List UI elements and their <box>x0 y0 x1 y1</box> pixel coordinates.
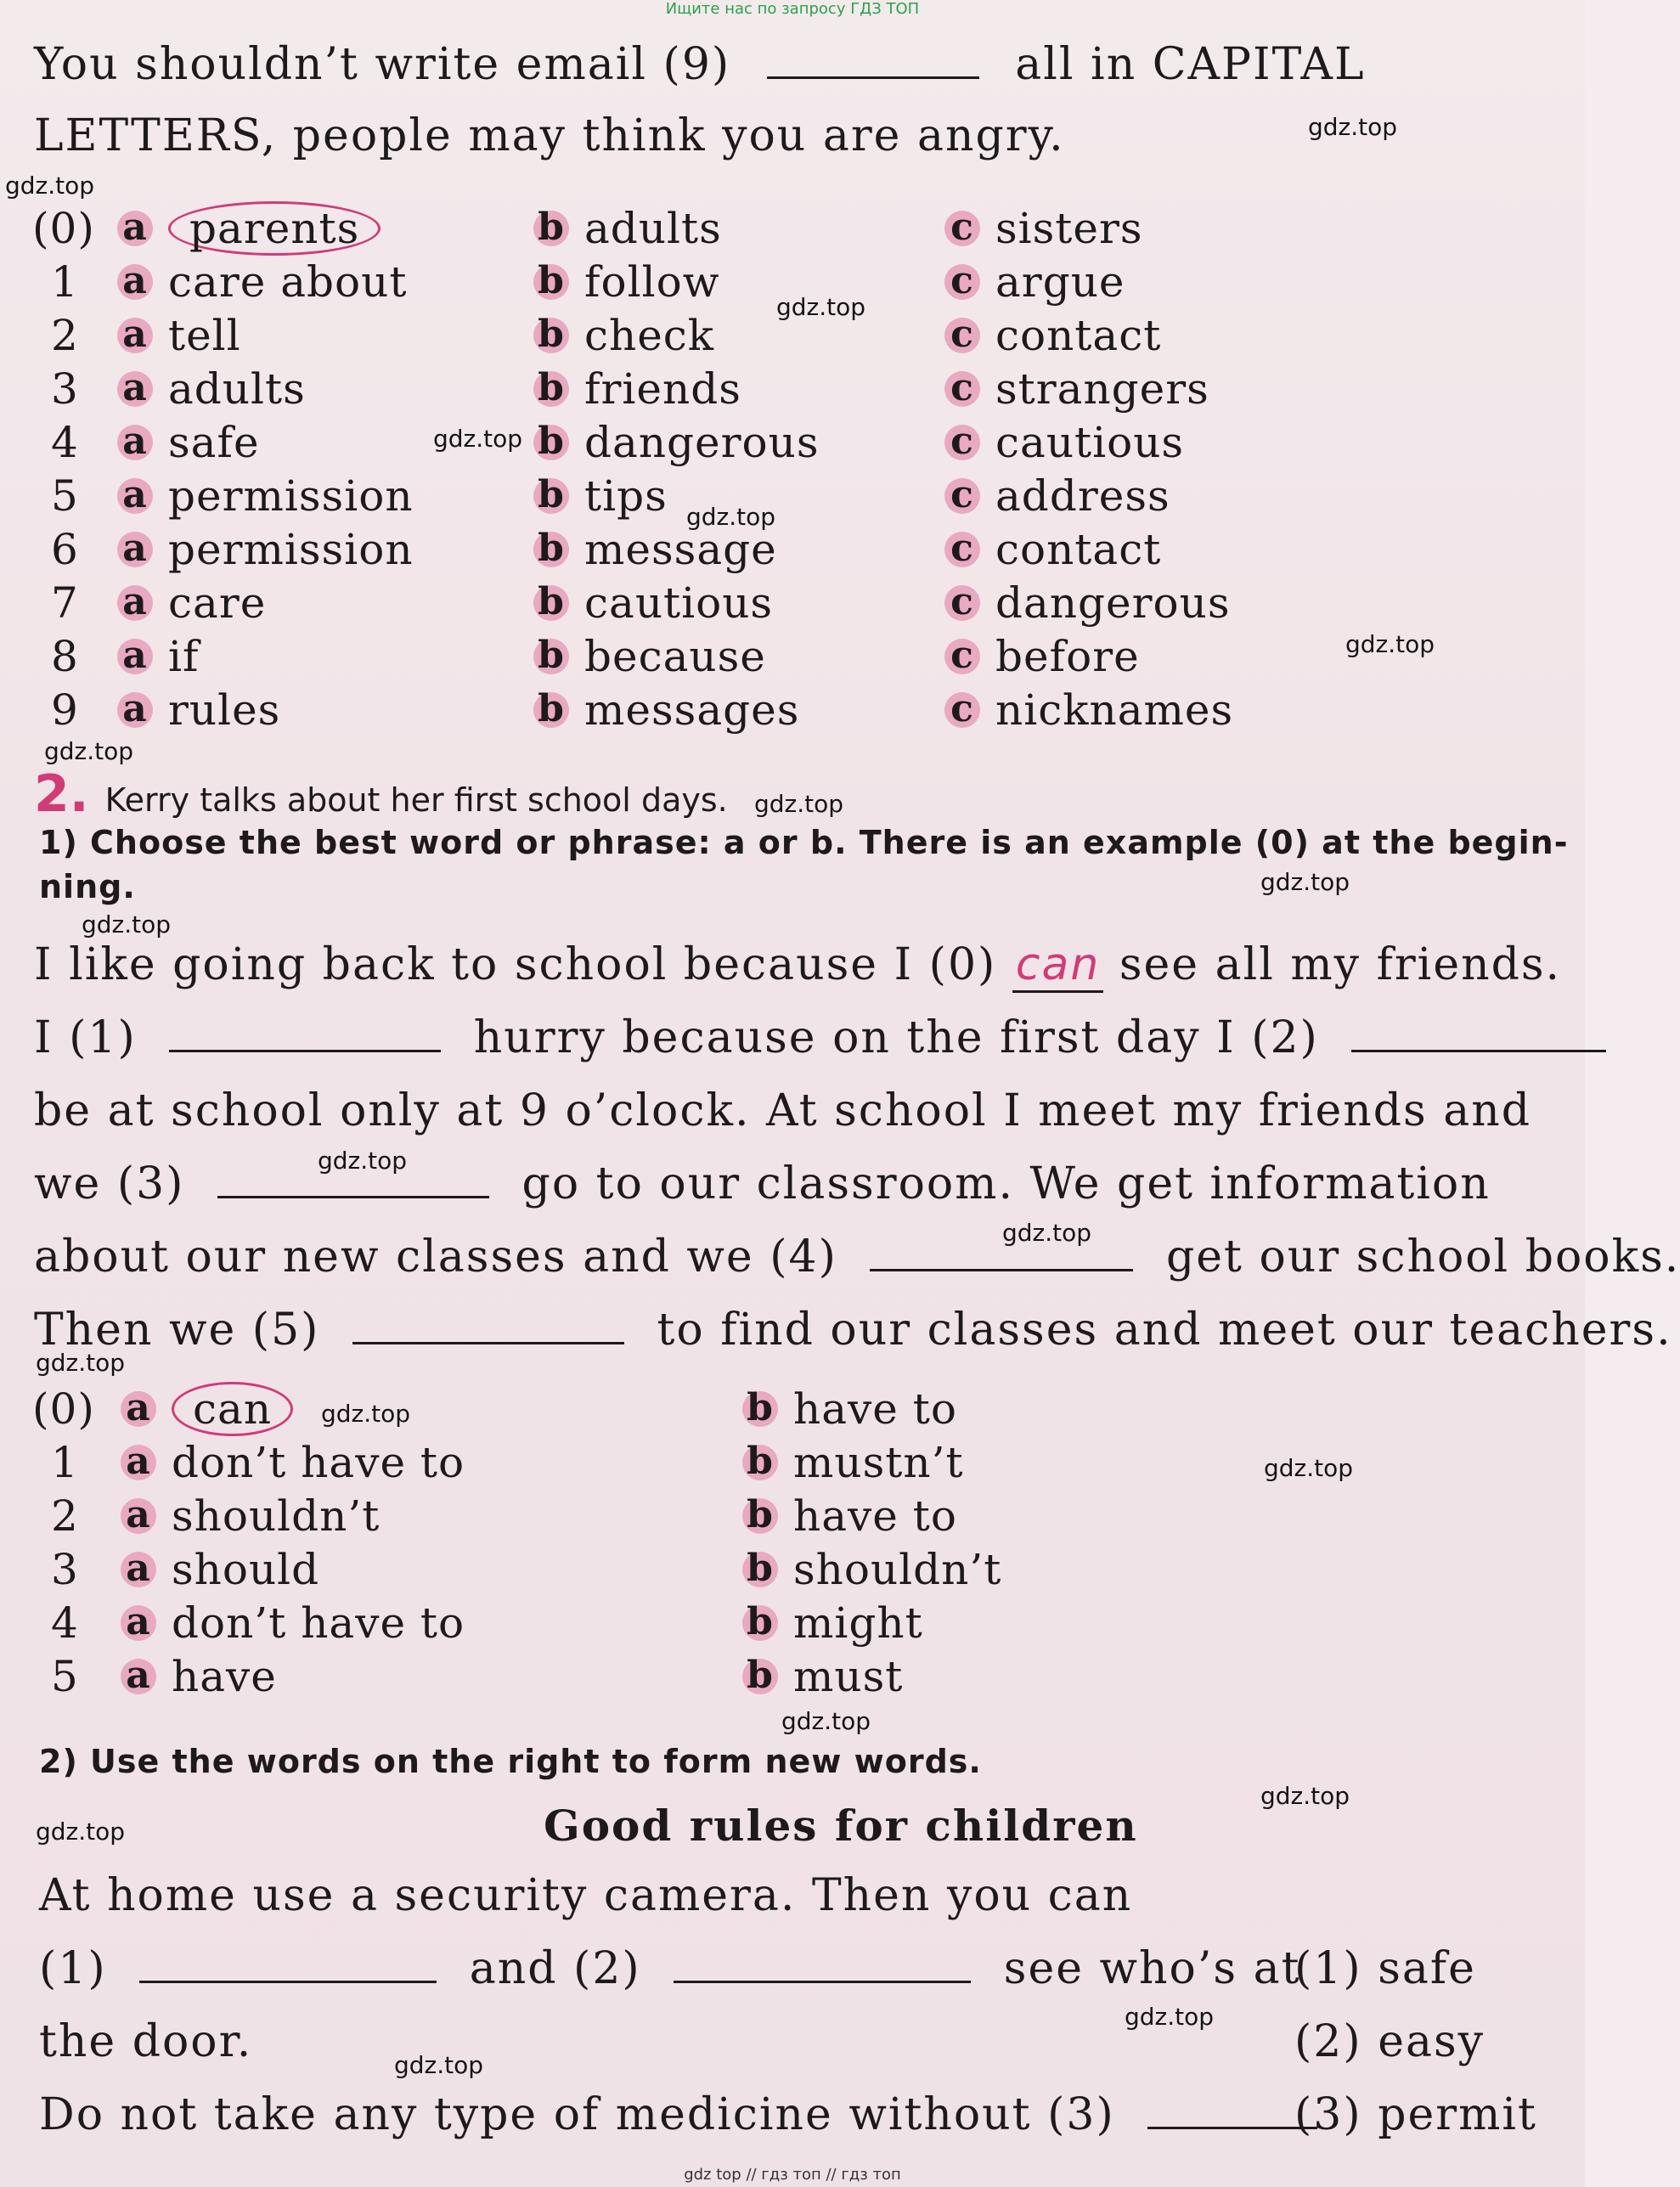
option-text: permission <box>168 525 414 574</box>
option-text: address <box>995 471 1170 521</box>
wf-line-2-mid: and (2) <box>469 1943 641 1994</box>
watermark: gdz.top <box>36 1349 126 1377</box>
option-text: parents <box>168 201 381 256</box>
option-1-c[interactable] <box>944 257 1125 307</box>
watermark: gdz.top <box>686 503 776 531</box>
option-letter: a <box>121 1659 156 1694</box>
option-letter: b <box>742 1498 778 1534</box>
option-1-a[interactable] <box>117 257 407 307</box>
option2-1-a[interactable] <box>121 1438 465 1487</box>
watermark: gdz.top <box>776 293 866 321</box>
option-text: care about <box>168 257 408 307</box>
option-letter: a <box>117 639 153 674</box>
passage-line-5 <box>34 1232 1680 1282</box>
text-line-1-end: all in CAPITAL <box>1015 39 1366 90</box>
passage-line-4-end: go to our classroom. We get information <box>521 1158 1491 1209</box>
item-number: 6 <box>51 525 79 574</box>
section-number: 2. <box>34 764 89 824</box>
watermark: gdz.top <box>1308 113 1398 141</box>
passage-line-1 <box>34 939 1561 993</box>
option2-3-a[interactable] <box>121 1545 319 1594</box>
wf-blank-2[interactable] <box>674 1947 971 1983</box>
item-number: 3 <box>51 364 79 414</box>
option-letter: a <box>117 692 153 728</box>
watermark: gdz.top <box>433 425 523 453</box>
option-9-b[interactable] <box>533 685 799 735</box>
option-letter: a <box>117 211 153 246</box>
option-(0)-c[interactable] <box>944 204 1143 253</box>
option-8-b[interactable] <box>533 632 766 681</box>
option-text: care <box>168 578 267 628</box>
option-letter: b <box>533 371 569 407</box>
option2-4-b[interactable] <box>742 1598 923 1648</box>
passage-line-6-end: to find our classes and meet our teachers. <box>657 1305 1672 1356</box>
option-text: cautious <box>995 418 1185 467</box>
option-9-c[interactable] <box>944 685 1233 735</box>
option-letter: a <box>121 1498 156 1534</box>
passage-line-6 <box>34 1305 1672 1356</box>
option-6-c[interactable] <box>944 525 1161 574</box>
option2-2-b[interactable] <box>742 1491 957 1541</box>
option-letter: a <box>117 478 153 514</box>
instruction-1-line-2: ning. <box>39 868 136 905</box>
option-4-a[interactable] <box>117 418 260 467</box>
header-note: Ищите нас по запросу ГДЗ ТОП <box>665 0 920 18</box>
option-letter: a <box>117 425 153 460</box>
option2-5-b[interactable] <box>742 1652 903 1701</box>
option-text: have to <box>793 1491 957 1541</box>
option-8-c[interactable] <box>944 632 1140 681</box>
option-text: contact <box>995 525 1162 574</box>
option-text: mustn’t <box>793 1438 964 1487</box>
wf-line-3: the door. <box>39 2016 253 2067</box>
option-text: have to <box>793 1384 957 1434</box>
item-number: (0) <box>32 204 95 253</box>
watermark: gdz.top <box>1260 1782 1350 1810</box>
option-text: adults <box>584 204 722 253</box>
option-letter: b <box>742 1391 778 1427</box>
option-text: must <box>793 1652 904 1701</box>
passage-line-4-start: we (3) <box>34 1158 185 1209</box>
option-text: tips <box>584 471 668 521</box>
passage-line-2 <box>34 1012 1606 1063</box>
option-text: follow <box>584 257 720 307</box>
section-title: Kerry talks about her first school days. <box>104 781 728 819</box>
instruction-1-line-1: 1) Choose the best word or phrase: a or b. There is an example (0) at the begin- <box>39 824 1569 861</box>
item-number: 2 <box>51 311 79 360</box>
item-number: 3 <box>51 1545 79 1594</box>
wf-cue-1: (1) safe <box>1294 1943 1476 1994</box>
option-text: cautious <box>584 578 774 628</box>
answer-blank-9[interactable] <box>767 42 979 79</box>
watermark: gdz.top <box>318 1147 408 1175</box>
option-letter: a <box>117 371 153 407</box>
wf-cue-2: (2) easy <box>1294 2016 1486 2067</box>
option-text: if <box>168 632 200 681</box>
answer-blank-1[interactable] <box>169 1016 441 1052</box>
option-letter: b <box>533 532 569 567</box>
option-5-a[interactable] <box>117 471 414 521</box>
option-8-a[interactable] <box>117 632 200 681</box>
option-(0)-a[interactable] <box>117 204 381 253</box>
passage-line-3: be at school only at 9 o’clock. At school I meet my friends and <box>34 1085 1532 1136</box>
passage-line-5-end: get our school books. <box>1165 1232 1680 1282</box>
option-2-b[interactable] <box>533 311 714 360</box>
watermark: gdz.top <box>394 2051 484 2079</box>
text-line-1 <box>34 39 1366 90</box>
option2-3-b[interactable] <box>742 1545 1001 1594</box>
option-letter: b <box>533 478 569 514</box>
wf-blank-1[interactable] <box>139 1947 437 1983</box>
item-number: 4 <box>51 418 79 467</box>
item-number: 4 <box>51 1598 79 1648</box>
option-text: dangerous <box>584 418 820 467</box>
option2-1-b[interactable] <box>742 1438 964 1487</box>
option-text: friends <box>584 364 741 414</box>
text-line-1-start: You shouldn’t write email (9) <box>34 39 731 90</box>
wf-line-2 <box>39 1943 1300 1994</box>
item-number: (0) <box>32 1384 95 1434</box>
watermark: gdz.top <box>82 910 172 938</box>
watermark: gdz.top <box>1260 868 1350 896</box>
option-letter: a <box>121 1391 156 1427</box>
option-letter: c <box>944 478 980 514</box>
option-(0)-b[interactable] <box>533 204 722 253</box>
watermark: gdz.top <box>1002 1219 1092 1247</box>
wf-line-1: At home use a security camera. Then you can <box>39 1870 1133 1921</box>
item-number: 2 <box>51 1491 79 1541</box>
option-letter: b <box>742 1659 778 1694</box>
passage-line-5-start: about our new classes and we (4) <box>34 1232 837 1282</box>
option-2-a[interactable] <box>117 311 241 360</box>
option-letter: b <box>742 1605 778 1641</box>
option-3-a[interactable] <box>117 364 306 414</box>
option-text: might <box>793 1598 923 1648</box>
item-number: 8 <box>51 632 79 681</box>
option-text: because <box>584 632 766 681</box>
instruction-2: 2) Use the words on the right to form new words. <box>39 1743 982 1780</box>
option-2-c[interactable] <box>944 311 1161 360</box>
option2-2-a[interactable] <box>121 1491 380 1541</box>
passage-line-4 <box>34 1158 1491 1209</box>
wf-line-2-end: see who’s at <box>1003 1943 1301 1994</box>
option-letter: b <box>533 692 569 728</box>
option-letter: b <box>533 211 569 246</box>
watermark: gdz.top <box>781 1707 871 1735</box>
option-7-a[interactable] <box>117 578 266 628</box>
item-number: 5 <box>51 471 79 521</box>
watermark: gdz.top <box>1345 630 1435 658</box>
passage-line-2-start: I (1) <box>34 1012 137 1063</box>
watermark: gdz.top <box>754 790 844 818</box>
option-text: shouldn’t <box>793 1545 1002 1594</box>
option-4-c[interactable] <box>944 418 1184 467</box>
option-text: dangerous <box>995 578 1231 628</box>
wf-line-4 <box>39 2089 1317 2140</box>
option-letter: a <box>117 318 153 353</box>
option-letter: c <box>944 639 980 674</box>
option-7-b[interactable] <box>533 578 773 628</box>
option-letter: b <box>533 639 569 674</box>
option2-4-a[interactable] <box>121 1598 465 1648</box>
option-letter: a <box>121 1552 156 1587</box>
option-letter: c <box>944 425 980 460</box>
wf-cue-3: (3) permit <box>1294 2089 1537 2140</box>
option-text: before <box>995 632 1140 681</box>
option-text: safe <box>168 418 260 467</box>
option-letter: c <box>944 532 980 567</box>
item-number: 1 <box>51 257 79 307</box>
option-5-c[interactable] <box>944 471 1170 521</box>
option-letter: c <box>944 692 980 728</box>
option-3-b[interactable] <box>533 364 741 414</box>
option-text: permission <box>168 471 414 521</box>
option-6-a[interactable] <box>117 525 414 574</box>
watermark: gdz.top <box>321 1400 411 1428</box>
passage-line-6-start: Then we (5) <box>34 1305 320 1356</box>
option-text: should <box>172 1545 320 1594</box>
passage-line-1-end: see all my friends. <box>1119 939 1562 990</box>
option-text: messages <box>584 685 800 735</box>
option2-(0)-a[interactable] <box>121 1384 293 1434</box>
option2-5-a[interactable] <box>121 1652 277 1701</box>
wf-blank-3[interactable] <box>1147 2093 1317 2129</box>
answer-blank-5[interactable] <box>352 1308 624 1344</box>
option-5-b[interactable] <box>533 471 668 521</box>
option2-(0)-b[interactable] <box>742 1384 957 1434</box>
option-text: nicknames <box>995 685 1234 735</box>
item-number: 5 <box>51 1652 79 1701</box>
option-letter: c <box>944 211 980 246</box>
passage-line-1-start: I like going back to school because I (0) <box>34 939 997 990</box>
example-answer: can <box>1012 939 1103 993</box>
wf-line-2-start: (1) <box>39 1943 107 1994</box>
answer-blank-2[interactable] <box>1351 1016 1606 1052</box>
option-text: argue <box>995 257 1125 307</box>
passage-line-2-mid: hurry because on the first day I (2) <box>473 1012 1319 1063</box>
watermark: gdz.top <box>5 172 95 200</box>
section-2-header <box>34 764 728 824</box>
watermark: gdz.top <box>44 737 134 765</box>
option-text: can <box>172 1382 293 1436</box>
option-letter: b <box>742 1552 778 1587</box>
option-text: tell <box>168 311 241 360</box>
option-text: have <box>172 1652 277 1701</box>
item-number: 7 <box>51 578 79 628</box>
option-text: sisters <box>995 204 1143 253</box>
text-line-2: LETTERS, people may think you are angry. <box>34 110 1065 161</box>
option-9-a[interactable] <box>117 685 280 735</box>
watermark: gdz.top <box>1264 1454 1354 1482</box>
option-letter: b <box>533 264 569 300</box>
option-letter: a <box>117 532 153 567</box>
option-text: message <box>584 525 777 574</box>
item-number: 1 <box>51 1438 79 1487</box>
watermark: gdz.top <box>36 1818 126 1846</box>
option-letter: b <box>533 425 569 460</box>
option-letter: a <box>121 1605 156 1641</box>
option-text: strangers <box>995 364 1209 414</box>
footer-note: gdz top // гдз топ // гдз топ <box>684 2166 901 2184</box>
option-7-c[interactable] <box>944 578 1230 628</box>
option-text: check <box>584 311 715 360</box>
option-letter: b <box>533 585 569 621</box>
option-letter: b <box>533 318 569 353</box>
option-text: contact <box>995 311 1162 360</box>
option-1-b[interactable] <box>533 257 720 307</box>
option-6-b[interactable] <box>533 525 777 574</box>
option-letter: b <box>742 1445 778 1480</box>
option-letter: a <box>121 1445 156 1480</box>
option-text: shouldn’t <box>172 1491 381 1541</box>
item-number: 9 <box>51 685 79 735</box>
wf-line-4-start: Do not take any type of medicine without (3) <box>39 2089 1115 2140</box>
option-letter: c <box>944 371 980 407</box>
option-letter: a <box>117 585 153 621</box>
option-letter: c <box>944 264 980 300</box>
option-letter: c <box>944 318 980 353</box>
subtitle: Good rules for children <box>544 1801 1138 1851</box>
option-letter: a <box>117 264 153 300</box>
option-4-b[interactable] <box>533 418 819 467</box>
watermark: gdz.top <box>1125 2003 1215 2031</box>
option-text: don’t have to <box>172 1438 465 1487</box>
option-text: rules <box>168 685 281 735</box>
option-text: don’t have to <box>172 1598 465 1648</box>
option-text: adults <box>168 364 306 414</box>
option-letter: c <box>944 585 980 621</box>
option-3-c[interactable] <box>944 364 1209 414</box>
